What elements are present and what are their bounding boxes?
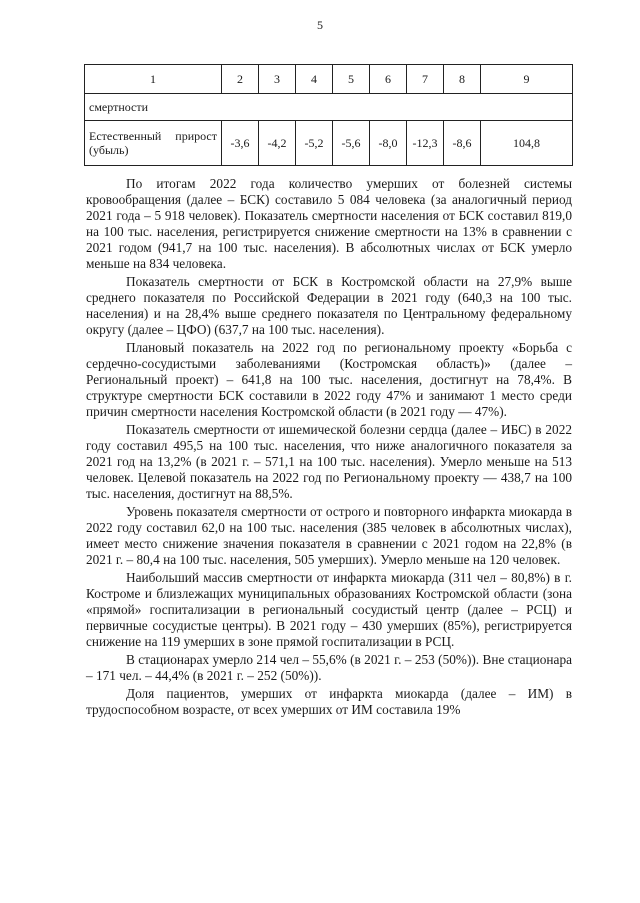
table-header-cell: 4 [296, 65, 333, 94]
table-cell: 104,8 [481, 121, 573, 166]
paragraph: Показатель смертности от БСК в Костромской области на 27,9% выше среднего показателя по Российской Федерации в 2021 году (640,3 на 100 тыс. населения) и на 28,4% выше среднего показателя по Центральному федеральному округу (далее – ЦФО) (637,7 на 100 тыс. населения). [86, 274, 572, 337]
table-row [85, 94, 573, 121]
paragraph: По итогам 2022 года количество умерших от болезней системы кровообращения (далее – БСК) составило 5 084 человека (за аналогичный период 2021 года – 5 918 человек). Показатель смертности населения от БСК составил 819,0 на 100 тыс. населения, регистрируется снижение смертности на 13% в сравнении с 2021 годом (941,7 на 100 тыс. населения). В абсолютных числах от БСК умерло меньше на 834 человека. [86, 176, 572, 271]
table-row [85, 121, 573, 166]
table-header-cell: 8 [444, 65, 481, 94]
paragraph: Показатель смертности от ишемической болезни сердца (далее – ИБС) в 2022 году составил 495,5 на 100 тыс. населения, что ниже аналогичного показателя за 2021 год на 13,2% (в 2021 г. – 571,1 на 100 тыс. населения). Умерло меньше на 513 человек. Целевой показатель на 2022 год по Региональному проекту — 438,7 на 100 тыс. населения, достигнут на 88,5%. [86, 422, 572, 501]
table-header-cell: 1 [85, 65, 222, 94]
table-header-row [85, 65, 573, 94]
paragraph: Наибольший массив смертности от инфаркта миокарда (311 чел – 80,8%) в г. Костроме и близлежащих муниципальных образованиях Костромской области (зона «прямой» госпитализации в региональный сосудистый центр (далее – РСЦ) и первичные сосудистые центры). В 2021 году – 430 умерших (85%), регистрируется снижение на 119 умерших в зоне прямой госпитализации в РСЦ. [86, 570, 572, 649]
table-row-label: смертности [85, 94, 573, 121]
table-cell: -12,3 [407, 121, 444, 166]
table-header-cell: 3 [259, 65, 296, 94]
table-header-cell: 2 [222, 65, 259, 94]
statistics-table [84, 64, 573, 166]
table-row-label: Естественный прирост (убыль) [85, 121, 222, 166]
table-cell: -8,0 [370, 121, 407, 166]
table-header-cell: 6 [370, 65, 407, 94]
table-cell: -5,6 [333, 121, 370, 166]
table-header-cell: 5 [333, 65, 370, 94]
page-number: 5 [317, 18, 323, 32]
paragraph: В стационарах умерло 214 чел – 55,6% (в 2021 г. – 253 (50%)). Вне стационара – 171 чел. – 44,4% (в 2021 г. – 252 (50%)). [86, 652, 572, 683]
paragraph: Доля пациентов, умерших от инфаркта миокарда (далее – ИМ) в трудоспособном возрасте, от всех умерших от ИМ составила 19% [86, 686, 572, 717]
paragraph: Плановый показатель на 2022 год по региональному проекту «Борьба с сердечно-сосудистыми заболеваниями (Костромская область)» (далее – Региональный проект) – 641,8 на 100 тыс. населения, достигнут на 78,4%. В структуре смертности БСК составили в 2022 году 47% и занимают 1 место среди причин смертности населения Костромской области (в 2021 году — 47%). [86, 340, 572, 419]
paragraph: Уровень показателя смертности от острого и повторного инфаркта миокарда в 2022 году составил 62,0 на 100 тыс. населения (385 человек в абсолютных числах), имеет место снижение значения показателя в сравнении с 2021 годом на 22,8% (в 2021 г. – 80,4 на 100 тыс. населения, 505 умерших). Умерло меньше на 120 человек. [86, 504, 572, 567]
document-body [86, 176, 572, 720]
table-cell: -3,6 [222, 121, 259, 166]
table-header-cell: 7 [407, 65, 444, 94]
table-cell: -8,6 [444, 121, 481, 166]
table-header-cell: 9 [481, 65, 573, 94]
table-cell: -5,2 [296, 121, 333, 166]
table-cell: -4,2 [259, 121, 296, 166]
